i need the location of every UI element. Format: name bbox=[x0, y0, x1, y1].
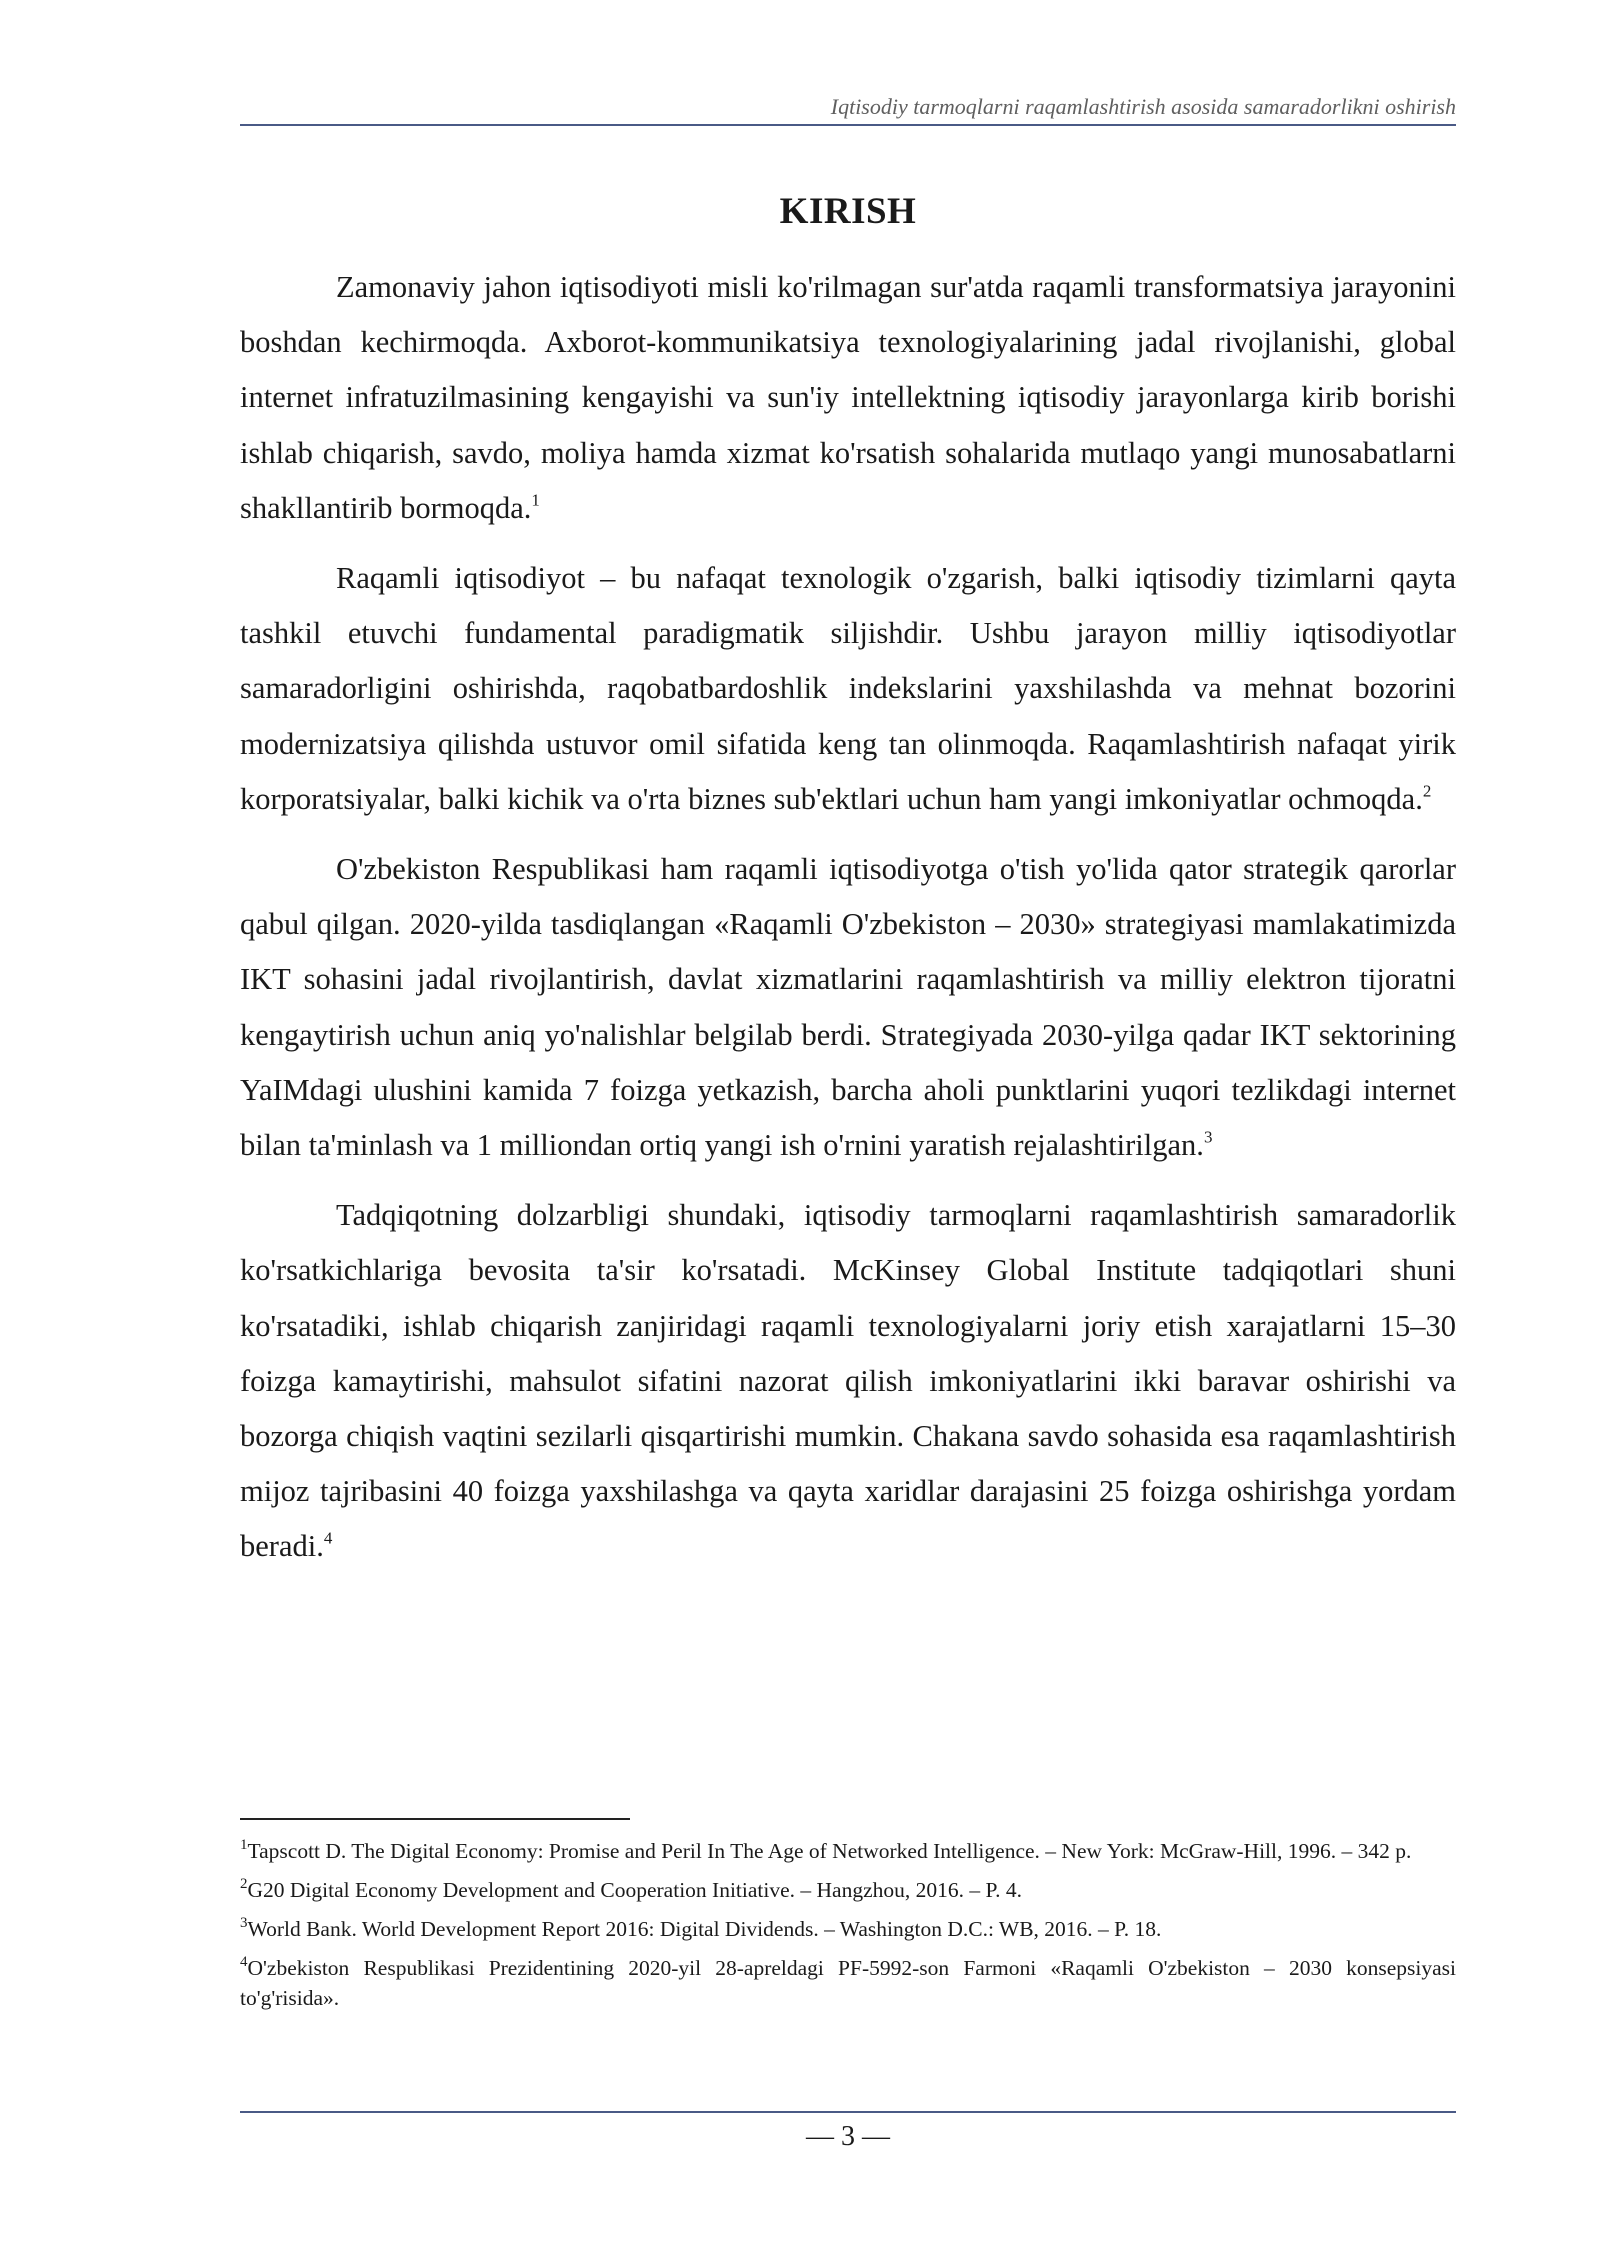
footnote-4 bbox=[240, 1953, 1456, 2013]
chapter-title: KIRISH bbox=[779, 191, 917, 232]
page-number: — 3 — bbox=[806, 2121, 890, 2152]
footnote-text: G20 Digital Economy Development and Cooperation Initiative. – Hangzhou, 2016. – P. 4. bbox=[247, 1878, 1022, 1902]
paragraph-2 bbox=[240, 551, 1456, 827]
footnote-ref-4[interactable]: 4 bbox=[323, 1528, 333, 1548]
running-header: Iqtisodiy tarmoqlarni raqamlashtirish asosida samaradorlikni oshirish bbox=[830, 94, 1456, 119]
footnote-1 bbox=[240, 1836, 1456, 1866]
footnote-ref-2[interactable]: 2 bbox=[1422, 781, 1432, 801]
paragraph-text: O'zbekiston Respublikasi ham raqamli iqtisodiyotga o'tish yo'lida qator strategik qarorlar qabul qilgan. 2020-yilda tasdiqlangan «Raqamli O'zbekiston – 2030» strategiyasi mamlakatimizda IKT sohasini jadal rivojlantirish, davlat xizmatlarini raqamlashtirish va milliy elektron tijoratni kengaytirish uchun aniq yo'nalishlar belgilab berdi. Strategiyada 2030-yilga qadar IKT sektorining YaIMdagi ulushini kamida 7 foizga yetkazish, barcha aholi punktlarini yuqori tezlikdagi internet bilan ta'minlash va 1 milliondan ortiq yangi ish o'rnini yaratish rejalashtirilgan. bbox=[240, 852, 1456, 1163]
footnote-ref-1[interactable]: 1 bbox=[531, 490, 540, 510]
header-rule bbox=[240, 124, 1456, 126]
footnote-number: 3 bbox=[240, 1915, 248, 1931]
footnote-2 bbox=[240, 1875, 1456, 1905]
footnotes bbox=[240, 1836, 1456, 2022]
footnote-text: Tapscott D. The Digital Economy: Promise and Peril In The Age of Networked Intelligence. – New York: McGraw-Hill, 1996. – 342 p. bbox=[247, 1839, 1412, 1863]
footer-rule bbox=[240, 2111, 1456, 2113]
body-text bbox=[240, 260, 1456, 1590]
footnote-number: 1 bbox=[240, 1837, 248, 1853]
paragraph-1 bbox=[240, 260, 1456, 536]
footnote-text: World Bank. World Development Report 2016: Digital Dividends. – Washington D.C.: WB, 2016. – P. 18. bbox=[247, 1917, 1162, 1941]
footnote-number: 4 bbox=[240, 1954, 248, 1970]
footnote-separator bbox=[240, 1818, 630, 1820]
paragraph-text: Raqamli iqtisodiyot – bu nafaqat texnologik o'zgarish, balki iqtisodiy tizimlarni qayta tashkil etuvchi fundamental paradigmatik siljishdir. Ushbu jarayon milliy iqtisodiyotlar samaradorligini oshirishda, raqobatbardoshlik indekslarini yaxshilashda va mehnat bozorini modernizatsiya qilishda ustuvor omil sifatida keng tan olinmoqda. Raqamlashtirish nafaqat yirik korporatsiyalar, balki kichik va o'rta biznes sub'ektlari uchun ham yangi imkoniyatlar ochmoqda. bbox=[240, 561, 1456, 816]
footnote-text: O'zbekiston Respublikasi Prezidentining 2020-yil 28-apreldagi PF-5992-son Farmoni «Raqamli O'zbekiston – 2030 konsepsiyasi to'g'risida». bbox=[240, 1956, 1456, 2010]
paragraph-text: Zamonaviy jahon iqtisodiyoti misli ko'rilmagan sur'atda raqamli transformatsiya jarayonini boshdan kechirmoqda. Axborot-kommunikatsiya texnologiyalarining jadal rivojlanishi, global internet infratuzilmasining kengayishi va sun'iy intellektning iqtisodiy jarayonlarga kirib borishi ishlab chiqarish, savdo, moliya hamda xizmat ko'rsatish sohalarida mutlaqo yangi munosabatlarni shakllantirib bormoqda. bbox=[240, 270, 1456, 525]
paragraph-4 bbox=[240, 1188, 1456, 1574]
paragraph-3 bbox=[240, 842, 1456, 1173]
paragraph-text: Tadqiqotning dolzarbligi shundaki, iqtisodiy tarmoqlarni raqamlashtirish samaradorlik ko'rsatkichlariga bevosita ta'sir ko'rsatadi. McKinsey Global Institute tadqiqotlari shuni ko'rsatadiki, ishlab chiqarish zanjiridagi raqamli texnologiyalarni joriy etish xarajatlarni 15–30 foizga kamaytirishi, mahsulot sifatini nazorat qilish imkoniyatlarini ikki baravar oshirishi va bozorga chiqish vaqtini sezilarli qisqartirishi mumkin. Chakana savdo sohasida esa raqamlashtirish mijoz tajribasini 40 foizga yaxshilashga va qayta xaridlar darajasini 25 foizga oshirishga yordam beradi. bbox=[240, 1198, 1456, 1564]
footnote-3 bbox=[240, 1914, 1456, 1944]
footnote-ref-3[interactable]: 3 bbox=[1203, 1127, 1213, 1147]
footnote-number: 2 bbox=[240, 1876, 248, 1892]
